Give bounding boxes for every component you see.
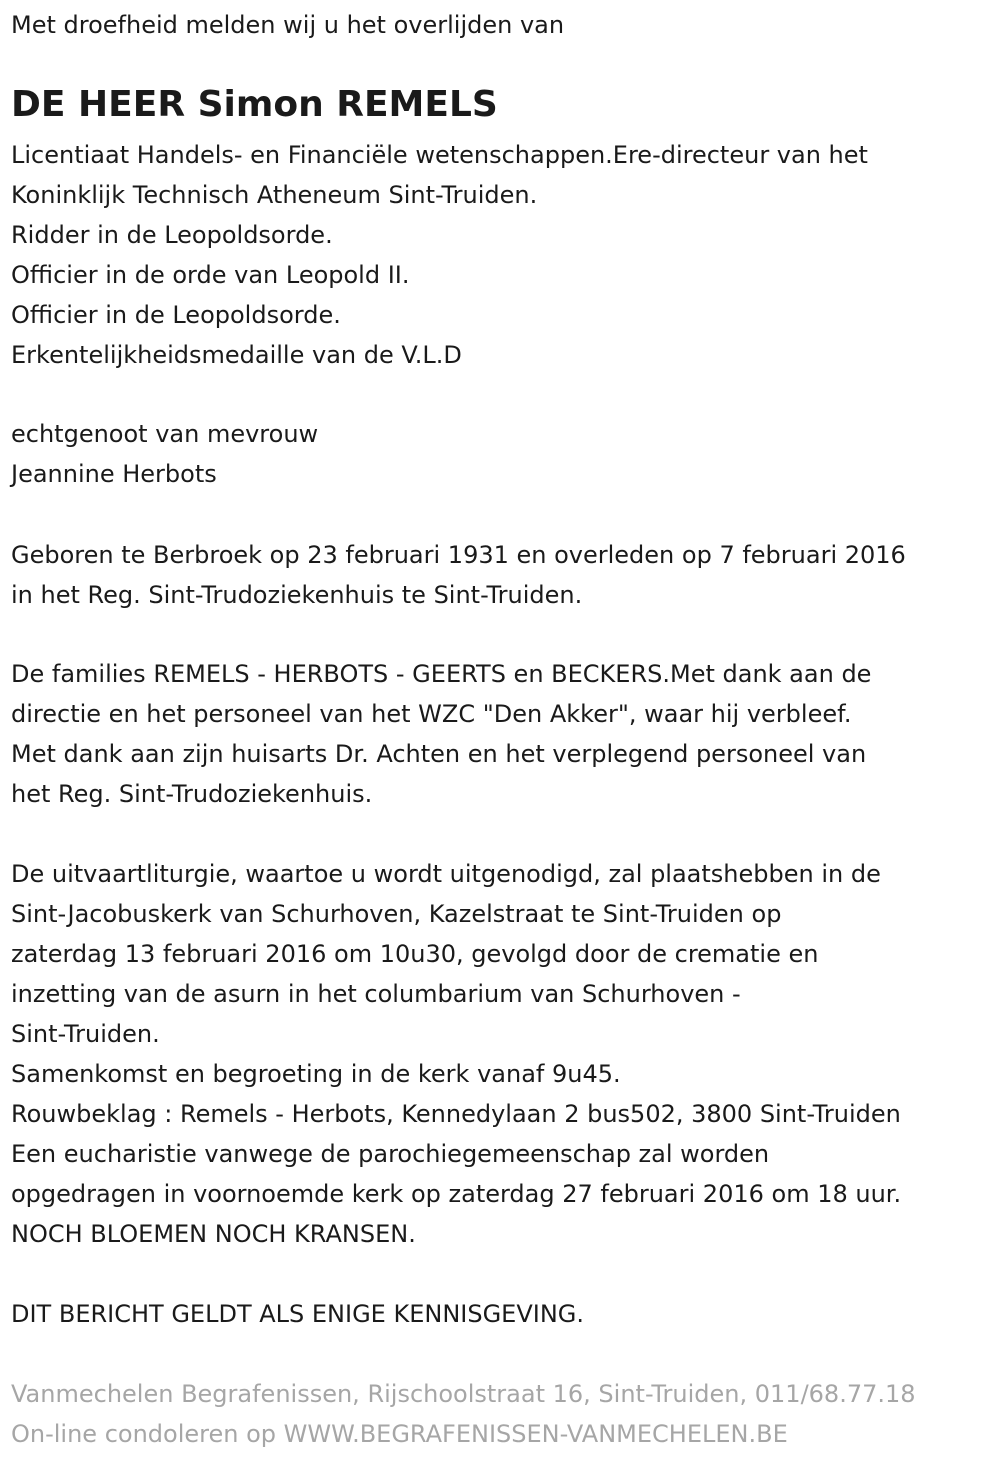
title-line: Licentiaat Handels- en Financiële wetenschappen.Ere-directeur van het (11, 141, 868, 169)
footer-block (11, 1374, 916, 1454)
title-line: Ridder in de Leopoldsorde. (11, 221, 333, 249)
notice-line: DIT BERICHT GELDT ALS ENIGE KENNISGEVING. (11, 1300, 585, 1328)
ceremony-line: Sint-Jacobuskerk van Schurhoven, Kazelstraat te Sint-Truiden op (11, 900, 782, 928)
ceremony-line: opgedragen in voornoemde kerk op zaterdag 27 februari 2016 om 18 uur. (11, 1180, 902, 1208)
ceremony-line: Samenkomst en begroeting in de kerk vanaf 9u45. (11, 1060, 621, 1088)
title-line: Koninklijk Technisch Atheneum Sint-Truiden. (11, 181, 538, 209)
notice-block (11, 1294, 584, 1334)
ceremony-line: inzetting van de asurn in het columbarium van Schurhoven - (11, 980, 741, 1008)
condolence-link[interactable]: On-line condoleren op WWW.BEGRAFENISSEN-VANMECHELEN.BE (11, 1420, 788, 1448)
families-line: het Reg. Sint-Trudoziekenhuis. (11, 780, 373, 808)
funeral-home-line: Vanmechelen Begrafenissen, Rijschoolstraat 16, Sint-Truiden, 011/68.77.18 (11, 1380, 916, 1408)
ceremony-line: Rouwbeklag : Remels - Herbots, Kennedylaan 2 bus502, 3800 Sint-Truiden (11, 1100, 901, 1128)
title-line: Erkentelijkheidsmedaille van de V.L.D (11, 341, 462, 369)
title-line: Officier in de orde van Leopold II. (11, 261, 410, 289)
deceased-name: DE HEER Simon REMELS (11, 84, 498, 125)
ceremony-block (11, 854, 901, 1254)
ceremony-line: zaterdag 13 februari 2016 om 10u30, gevolgd door de crematie en (11, 940, 819, 968)
families-line: directie en het personeel van het WZC "Den Akker", waar hij verbleef. (11, 700, 852, 728)
ceremony-line: De uitvaartliturgie, waartoe u wordt uitgenodigd, zal plaatshebben in de (11, 860, 881, 888)
ceremony-line: Sint-Truiden. (11, 1020, 160, 1048)
spouse-line: Jeannine Herbots (11, 460, 217, 488)
families-line: Met dank aan zijn huisarts Dr. Achten en het verplegend personeel van (11, 740, 867, 768)
ceremony-line: NOCH BLOEMEN NOCH KRANSEN. (11, 1220, 416, 1248)
spouse-block (11, 414, 318, 494)
titles-block (11, 135, 868, 375)
families-block (11, 654, 871, 814)
ceremony-line: Een eucharistie vanwege de parochiegemeenschap zal worden (11, 1140, 770, 1168)
birth-death-line: Geboren te Berbroek op 23 februari 1931 en overleden op 7 februari 2016 (11, 541, 906, 569)
birth-death-block (11, 535, 906, 615)
birth-death-line: in het Reg. Sint-Trudoziekenhuis te Sint-Truiden. (11, 581, 583, 609)
intro-text: Met droefheid melden wij u het overlijden van (11, 11, 565, 39)
spouse-line: echtgenoot van mevrouw (11, 420, 319, 448)
families-line: De families REMELS - HERBOTS - GEERTS en BECKERS.Met dank aan de (11, 660, 872, 688)
title-line: Officier in de Leopoldsorde. (11, 301, 341, 329)
